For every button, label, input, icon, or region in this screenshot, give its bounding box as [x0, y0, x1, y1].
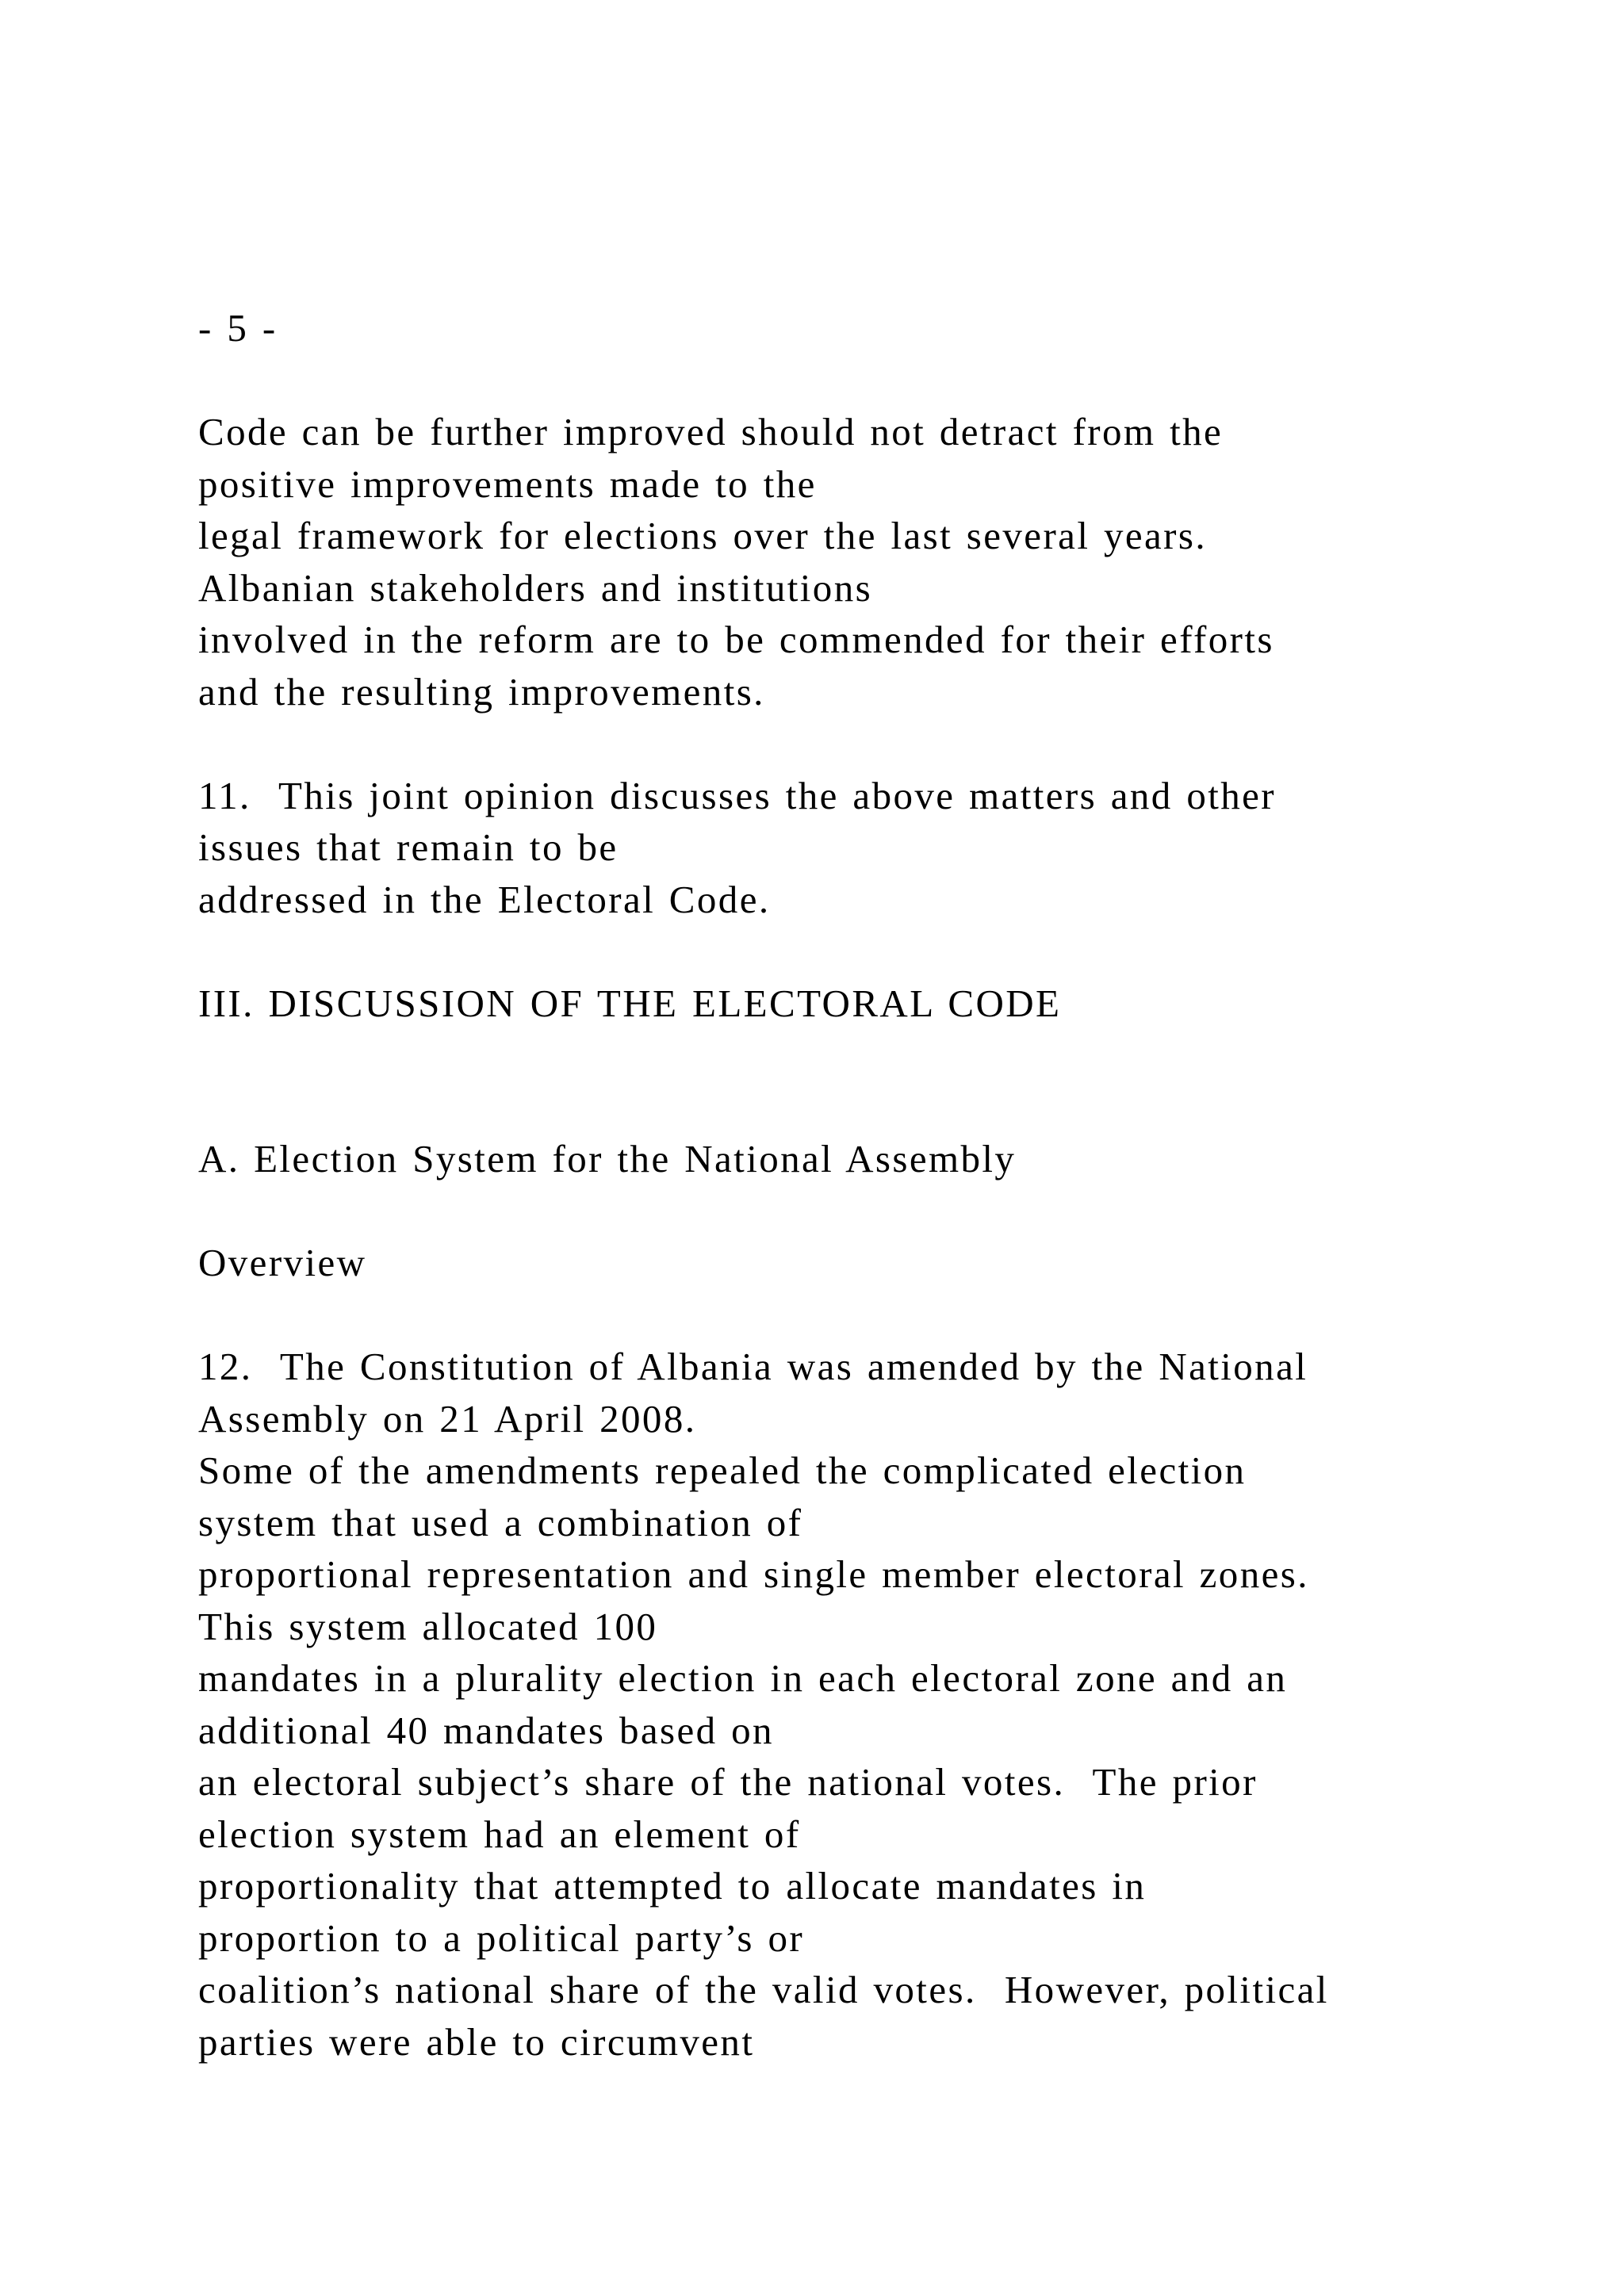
text-line: 11. This joint opinion discusses the above matters and other [198, 773, 1277, 817]
blank-line [198, 1029, 1610, 1081]
text-line: additional 40 mandates based on [198, 1708, 774, 1752]
text-line: system that used a combination of [198, 1500, 803, 1544]
text-line: Overview [198, 1241, 367, 1284]
text-line: 12. The Constitution of Albania was amended by the National [198, 1345, 1308, 1388]
text-line: This system allocated 100 [198, 1604, 658, 1648]
text-line: and the resulting improvements. [198, 669, 765, 714]
blank-line [198, 354, 1610, 407]
text-line: an electoral subject’s share of the national votes. The prior [198, 1760, 1258, 1804]
page-number: - 5 - [198, 306, 278, 350]
text-line: involved in the reform are to be commended for their efforts [198, 618, 1274, 661]
text-line: Some of the amendments repealed the complicated election [198, 1448, 1247, 1492]
text-line: coalition’s national share of the valid votes. However, political [198, 1968, 1329, 2011]
text-line: proportion to a political party’s or [198, 1915, 805, 1960]
text-line: mandates in a plurality election in each electoral zone and an [198, 1656, 1288, 1700]
blank-line [198, 925, 1610, 978]
text-line: election system had an element of [198, 1812, 801, 1856]
text-line: III. DISCUSSION OF THE ELECTORAL CODE [198, 981, 1062, 1025]
text-line: Code can be further improved should not detract from the [198, 410, 1224, 453]
text-line: addressed in the Electoral Code. [198, 877, 771, 921]
text-line: Assembly on 21 April 2008. [198, 1396, 697, 1441]
text-line: Albanian stakeholders and institutions [198, 565, 873, 610]
page-body [198, 302, 1610, 2068]
text-line: issues that remain to be [198, 825, 619, 869]
text-line: proportional representation and single member electoral zones. [198, 1552, 1309, 1596]
text-line: legal framework for elections over the last several years. [198, 514, 1208, 557]
text-line: parties were able to circumvent [198, 2019, 755, 2064]
blank-line [198, 1081, 1610, 1134]
text-line: proportionality that attempted to allocate mandates in [198, 1864, 1147, 1908]
text-line: A. Election System for the National Assembly [198, 1137, 1017, 1181]
blank-line [198, 1185, 1610, 1238]
text-line: positive improvements made to the [198, 461, 817, 506]
blank-line [198, 1289, 1610, 1341]
blank-line [198, 718, 1610, 770]
text-lines [198, 406, 1610, 2068]
